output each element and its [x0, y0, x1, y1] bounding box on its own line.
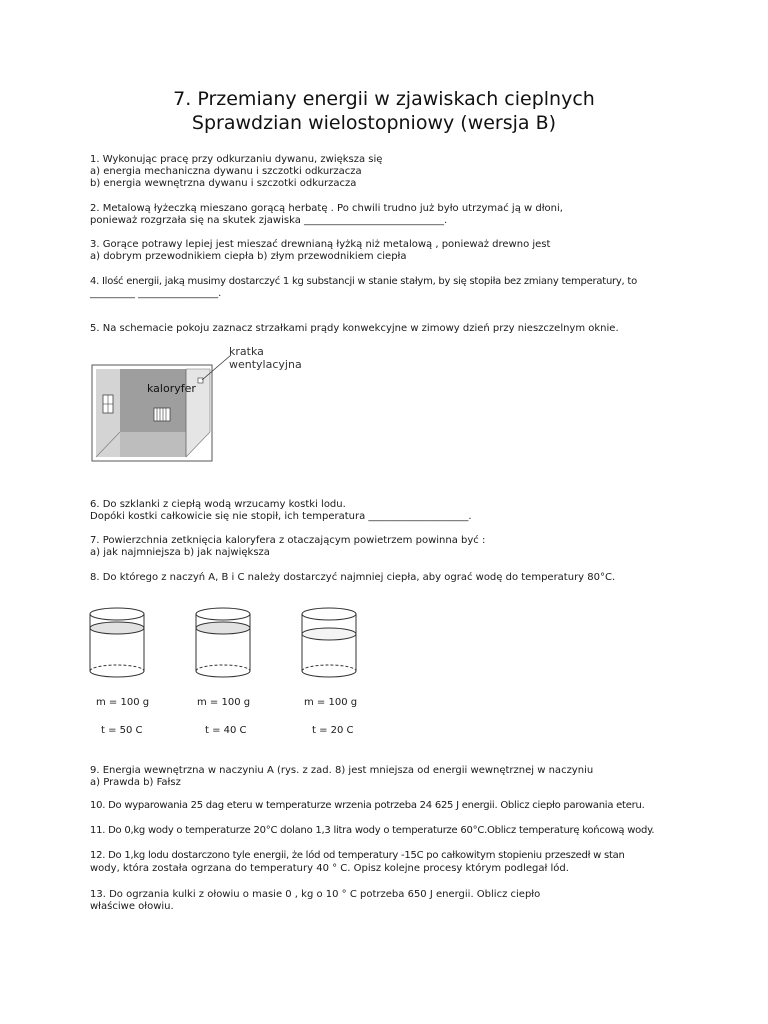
question-4-line-1: 4. Ilość energii, jaką musimy dostarczyć 1 kg substancji w stanie stałym, by się stopiła bez zmiany temperatury, to — [90, 276, 637, 287]
question-10-text: 10. Do wyparowania 25 dag eteru w temperaturze wrzenia potrzeba 24 625 J energii. Oblicz ciepło parowania eteru. — [90, 800, 645, 811]
title-line-2: Sprawdzian wielostopniowy (wersja B) — [191, 112, 557, 134]
question-6-line-1: 6. Do szklanki z ciepłą wodą wrzucamy kostki lodu. — [90, 499, 346, 510]
question-4-blanks: _________ ________________. — [90, 288, 222, 299]
question-12-line-1: 12. Do 1,kg lodu dostarczono tyle energii, że lód od temperatury -15C po całkowitym stopieniu przeszedł w stan — [90, 850, 625, 861]
question-2-line-1: 2. Metalową łyżeczką mieszano gorącą herbatę . Po chwili trudno już było utrzymać ją w dłoni, — [90, 203, 563, 214]
question-3-line-1: 3. Gorące potrawy lepiej jest mieszać drewnianą łyżką niż metalową , ponieważ drewno jest — [90, 239, 551, 250]
label-vent-line-2: wentylacyjna — [229, 358, 302, 371]
ventilation-pointer-line — [202, 355, 231, 380]
question-7-options: a) jak najmniejsza b) jak największa — [90, 547, 270, 558]
radiator-icon — [154, 408, 170, 421]
vessel-a — [86, 604, 148, 684]
vessel-a-mass: m = 100 g — [96, 697, 150, 708]
question-6-line-2: Dopóki kostki całkowicie się nie stopił, ich temperatura ____________________. — [90, 511, 472, 522]
question-13-line-1: 13. Do ogrzania kulki z ołowiu o masie 0 , kg o 10 ° C potrzeba 650 J energii. Oblicz ciepło — [90, 889, 541, 900]
title-line-1: 7. Przemiany energii w zjawiskach cieplnych — [173, 88, 595, 110]
question-8-text: 8. Do którego z naczyń A, B i C należy dostarczyć najmniej ciepła, aby ograć wodę do temperatury 80°C. — [90, 572, 616, 583]
question-12-line-2: wody, która została ogrzana do temperatury 40 ° C. Opisz kolejne procesy którym podlegał lód. — [90, 863, 569, 874]
question-11-text: 11. Do 0,kg wody o temperaturze 20°C dolano 1,3 litra wody o temperaturze 60°C.Oblicz temperaturę końcową wody. — [90, 825, 655, 836]
question-7-line-1: 7. Powierzchnia zetknięcia kaloryfera z otaczającym powietrzem powinna być : — [90, 535, 486, 546]
label-vent-line-1: kratka — [229, 345, 264, 358]
question-13-line-2: właściwe ołowiu. — [90, 901, 174, 912]
vessel-c — [298, 602, 360, 684]
question-5-text: 5. Na schemacie pokoju zaznacz strzałkami prądy konwekcyjne w zimowy dzień przy nieszczelnym oknie. — [90, 323, 619, 334]
label-radiator: kaloryfer — [147, 382, 196, 395]
vessel-b-mass: m = 100 g — [197, 697, 251, 708]
window-icon — [103, 395, 113, 413]
vessel-a-temp: t = 50 C — [101, 725, 143, 736]
question-3-options: a) dobrym przewodnikiem ciepła b) złym przewodnikiem ciepła — [90, 251, 407, 262]
question-2-line-2: ponieważ rozgrzała się na skutek zjawiska ____________________________. — [90, 215, 448, 226]
question-1-option-b: b) energia wewnętrzna dywanu i szczotki odkurzacza — [90, 178, 357, 189]
vessel-b — [192, 604, 254, 684]
ventilation-grille-icon — [198, 378, 203, 383]
question-9-line-1: 9. Energia wewnętrzna w naczyniu A (rys. z zad. 8) jest mniejsza od energii wewnętrznej w naczyniu — [90, 765, 594, 776]
vessel-c-mass: m = 100 g — [304, 697, 358, 708]
vessel-c-temp: t = 20 C — [312, 725, 354, 736]
question-1-option-a: a) energia mechaniczna dywanu i szczotki odkurzacza — [90, 166, 362, 177]
question-1-stem: 1. Wykonując pracę przy odkurzaniu dywanu, zwiększa się — [90, 154, 383, 165]
vessel-b-temp: t = 40 C — [205, 725, 247, 736]
question-9-options: a) Prawda b) Fałsz — [90, 777, 181, 788]
